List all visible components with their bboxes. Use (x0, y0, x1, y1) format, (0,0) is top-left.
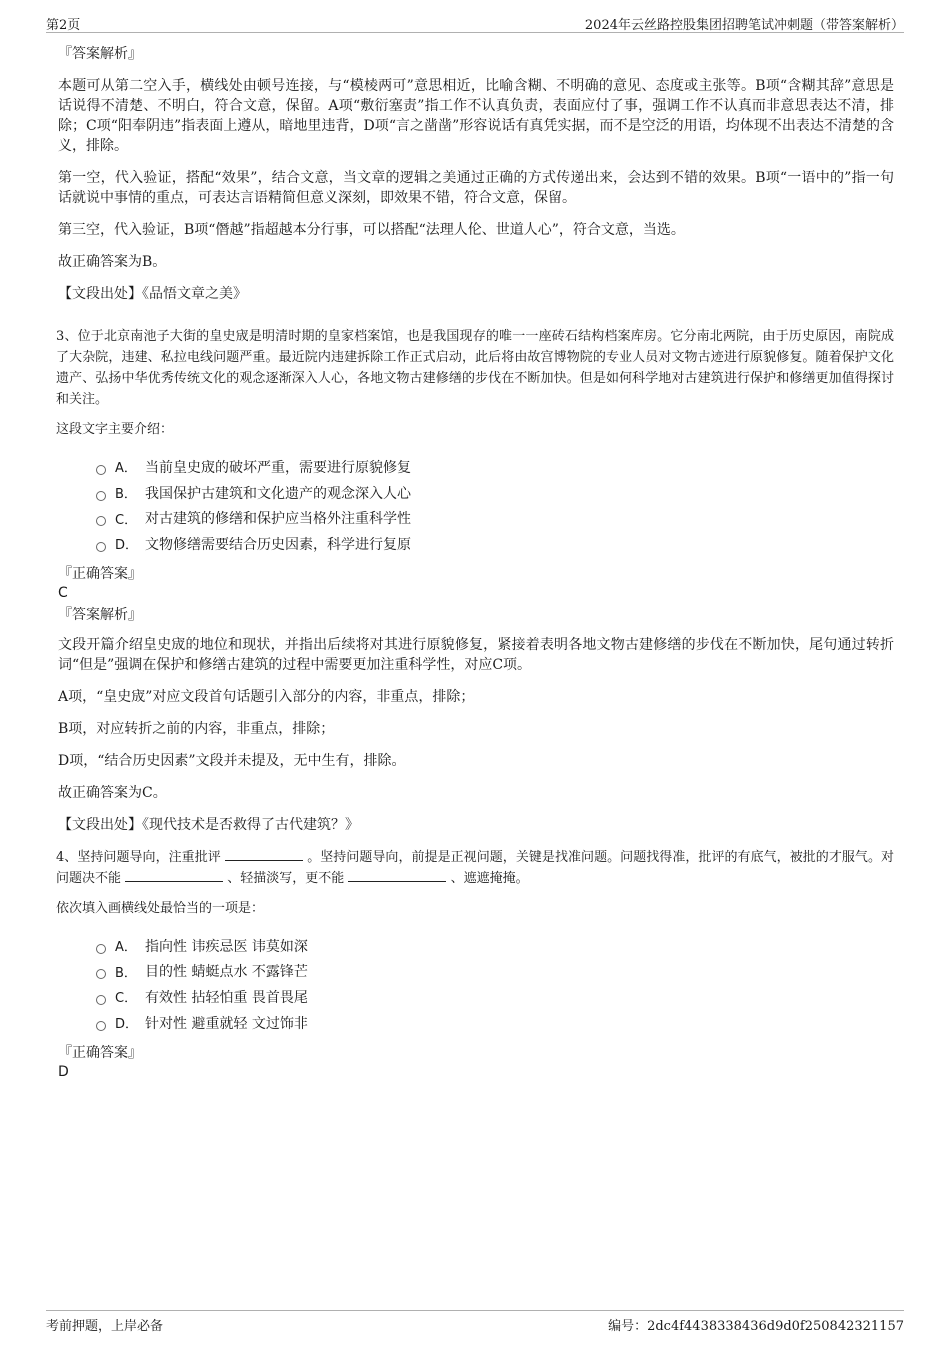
blank-line (225, 848, 303, 861)
q3-question: 3、位于北京南池子大街的皇史宬是明清时期的皇家档案馆，也是我国现存的唯一一座砖石结构档案库房。它分南北两院，由于历史原因，南院成了大杂院，违建、私拉电线问题严重。最近院内违建拆除工作正式启动，此后将由故宫博物院的专业人员对文物古迹进行原貌修复。随着保护文化遗产、弘扬中华优秀传统文化的观念逐渐深入人心，各地文物古建修缮的步伐在不断加快。但是如何科学地对古建筑进行保护和修缮更加值得探讨和关注。 (56, 329, 894, 407)
blank-line (125, 869, 223, 882)
q4-answer-label: 『正确答案』 (58, 1044, 142, 1061)
q3-options (96, 454, 894, 557)
radio-icon[interactable] (96, 995, 106, 1005)
q2-analysis-label: 『答案解析』 (58, 46, 142, 62)
document-id: 编号：2dc4f4438338436d9d0f250842321157 (608, 1319, 904, 1334)
radio-icon[interactable] (96, 969, 106, 979)
q3-analysis-paragraph: D项，“结合历史因素”文段并未提及，无中生有，排除。 (58, 752, 406, 769)
q4-option-c[interactable]: C． 有效性 拈轻怕重 畏首畏尾 (96, 984, 894, 1010)
blank-line (348, 869, 446, 882)
q2-source: 【文段出处】《品悟文章之美》 (58, 286, 247, 302)
q3-answer-label: 『正确答案』 (58, 565, 142, 582)
q3-analysis-label: 『答案解析』 (58, 606, 142, 623)
q4-option-a[interactable]: A． 指向性 讳疾忌医 讳莫如深 (96, 933, 894, 959)
q4-options (96, 933, 894, 1036)
q3-analysis-paragraph: 文段开篇介绍皇史宬的地位和现状，并指出后续将对其进行原貌修复，紧接着表明各地文物古建修缮的步伐在不断加快，尾句通过转折词“但是”强调在保护和修缮古建筑的过程中需要更加注重科学性，对应C项。 (58, 636, 894, 673)
radio-icon[interactable] (96, 465, 106, 475)
q3-source: 【文段出处】《现代技术是否救得了古代建筑？》 (58, 816, 359, 833)
radio-icon[interactable] (96, 542, 106, 552)
q3-option-c[interactable]: C． 对古建筑的修缮和保护应当格外注重科学性 (96, 505, 894, 531)
q3-conclusion: 故正确答案为C。 (58, 784, 167, 801)
q4-option-b[interactable]: B． 目的性 蜻蜓点水 不露锋芒 (96, 958, 894, 984)
q2-analysis-paragraph: 本题可从第二空入手，横线处由顿号连接，与“模棱两可”意思相近，比喻含糊、不明确的意见、态度或主张等。B项“含糊其辞”意思是话说得不清楚、不明白，符合文意，保留。A项“敷衍塞责”指工作不认真负责，表面应付了事，强调工作不认真而非意思表达不清，排除；C项“阳奉阴违”指表面上遵从，暗地里违背，D项“言之凿凿”形容说话有真凭实据，而不是空泛的用语，均体现不出表达不清楚的含义，排除。 (58, 78, 894, 154)
q4-question: 4、坚持问题导向，注重批评 。坚持问题导向，前提是正视问题，关键是找准问题。问题找得准，批评的有底气，被批的才服气。对问题决不能 、轻描淡写，更不能 、遮遮掩掩。 (56, 849, 894, 886)
main-content (56, 44, 894, 1084)
q4-intro: 依次填入画横线处最恰当的一项是： (56, 900, 265, 916)
q3-option-b[interactable]: B． 我国保护古建筑和文化遗产的观念深入人心 (96, 480, 894, 506)
q4-answer: D (58, 1063, 69, 1080)
q3-intro: 这段文字主要介绍： (56, 422, 174, 437)
radio-icon[interactable] (96, 516, 106, 526)
q2-analysis-paragraph: 第一空，代入验证，搭配“效果”，结合文意，当文章的逻辑之美通过正确的方式传递出来，会达到不错的效果。B项“一语中的”指一句话就说中事情的重点，可表达言语精简但意义深刻，即效果不错，符合文意，保留。 (58, 170, 894, 206)
q2-analysis-paragraph: 第三空，代入验证，B项“僭越”指超越本分行事，可以搭配“法理人伦、世道人心”，符合文意，当选。 (58, 222, 685, 238)
q3-analysis-paragraph: A项，“皇史宬”对应文段首句话题引入部分的内容，非重点，排除； (58, 688, 475, 705)
radio-icon[interactable] (96, 1021, 106, 1031)
q3-answer: C (58, 584, 68, 601)
q3-option-a[interactable]: A． 当前皇史宬的破坏严重，需要进行原貌修复 (96, 454, 894, 480)
page-number: 第2页 (46, 18, 81, 33)
radio-icon[interactable] (96, 944, 106, 954)
radio-icon[interactable] (96, 491, 106, 501)
q3-analysis-paragraph: B项，对应转折之前的内容，非重点，排除； (58, 720, 335, 737)
q2-conclusion: 故正确答案为B。 (58, 254, 167, 270)
page-header (46, 14, 904, 33)
q4-option-d[interactable]: D． 针对性 避重就轻 文过饰非 (96, 1010, 894, 1036)
document-title: 2024年云丝路控股集团招聘笔试冲刺题（带答案解析） (584, 18, 904, 33)
footer-slogan: 考前押题，上岸必备 (46, 1319, 164, 1334)
page-footer (46, 1310, 904, 1334)
q3-option-d[interactable]: D． 文物修缮需要结合历史因素，科学进行复原 (96, 531, 894, 557)
